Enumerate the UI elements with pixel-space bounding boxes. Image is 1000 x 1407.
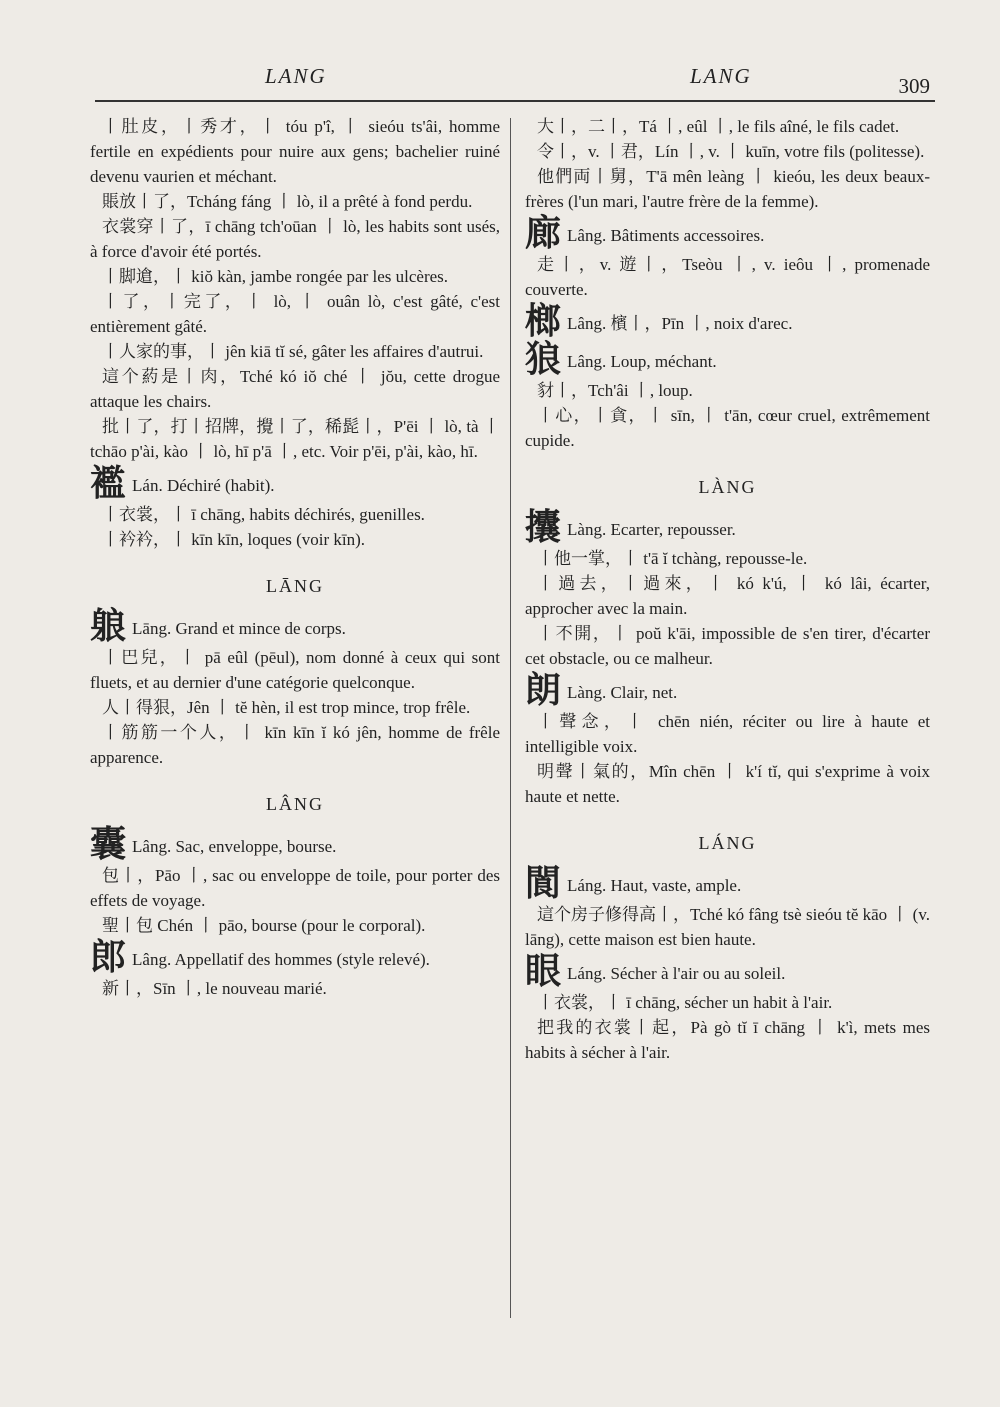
- dictionary-entry: [525, 671, 930, 709]
- left-column: [90, 114, 500, 1001]
- example-phrase: 丨筋筋一个人，丨 kīn kīn ĭ kó jên, homme de frêle apparence.: [90, 723, 500, 767]
- column-divider: [510, 118, 511, 1318]
- entry-definition: Lâng. 檳丨，Pīn 丨, noix d'arec.: [567, 314, 793, 333]
- dictionary-entry: [90, 607, 500, 645]
- section-heading: LÀNG: [698, 477, 757, 497]
- example-phrase: 聖丨包 Chén 丨 pāo, bourse (pour le corporal).: [102, 916, 426, 935]
- entry-definition: Lán. Déchiré (habit).: [132, 476, 275, 495]
- running-head-right: LANG: [690, 64, 752, 88]
- example-phrase: 丨衿衿，丨 kīn kīn, loques (voir kīn).: [102, 530, 366, 549]
- example-phrase: 走丨，v. 遊丨，Tseòu 丨, v. ieôu 丨, promenade couverte.: [525, 255, 930, 299]
- example-phrase: 新丨，Sīn 丨, le nouveau marié.: [102, 979, 327, 998]
- dictionary-entry: [525, 340, 930, 378]
- example-phrase: 包丨，Pāo 丨, sac ou enveloppe de toile, pour porter des effets de voyage.: [90, 866, 500, 910]
- entry-definition: Lâng. Sac, enveloppe, bourse.: [132, 837, 337, 856]
- example-phrase: 丨他一掌，丨 t'ā ĭ tchàng, repousse-le.: [537, 549, 808, 568]
- dictionary-entry: [525, 952, 930, 990]
- headword-character: 朗: [525, 670, 562, 710]
- example-phrase: 這个房子修得高丨，Tché kó fâng tsè sieóu tĕ kāo 丨 (v. lāng), cette maison est bien haute.: [525, 905, 930, 949]
- example-phrase: 批丨了，打丨招牌，攪丨了，稀髭丨，P'ēi 丨 lò, tà 丨 tchāo p'ài, kào 丨 lò, hī p'ā 丨, etc. Voir p'ēi, p'ài, kào, hī.: [90, 417, 500, 461]
- example-phrase: 豺丨，Tch'âi 丨, loup.: [537, 381, 693, 400]
- headword-character: 襤: [90, 463, 127, 503]
- example-phrase: 丨巴兒，丨 pā eûl (pēul), nom donné à ceux qui sont fluets, et au dernier d'une catégorie quelconque.: [90, 648, 500, 692]
- section-heading: LĀNG: [266, 576, 324, 596]
- example-phrase: 丨人家的事，丨 jên kiā tĭ sé, gâter les affaires d'autrui.: [102, 342, 484, 361]
- headword-character: 攮: [525, 507, 562, 547]
- dictionary-entry: [525, 864, 930, 902]
- running-head-left: LANG: [265, 64, 327, 88]
- dictionary-entry: [90, 825, 500, 863]
- example-phrase: 丨衣裳，丨 ī chāng, sécher un habit à l'air.: [537, 993, 833, 1012]
- headword-character: 郎: [90, 937, 127, 977]
- example-phrase: 人丨得狠，Jên 丨 tĕ hèn, il est trop mince, trop frêle.: [102, 698, 471, 717]
- example-phrase: 賬放丨了，Tcháng fáng 丨 lò, il a prêté à fond perdu.: [102, 192, 473, 211]
- entry-definition: Làng. Clair, net.: [567, 683, 678, 702]
- example-phrase: 丨了，丨完了，丨 lò, 丨 ouân lò, c'est gâté, c'est entièrement gâté.: [90, 292, 500, 336]
- example-phrase: 他們両丨舅，T'ā mên leàng 丨 kieóu, les deux beaux-frères (l'un mari, l'autre frère de la femme).: [525, 167, 930, 211]
- entry-definition: Lâng. Loup, méchant.: [567, 352, 717, 371]
- dictionary-entry: [525, 302, 930, 340]
- entry-definition: Lâng. Bâtiments accessoires.: [567, 226, 765, 245]
- dictionary-entry: [90, 938, 500, 976]
- headword-character: 廊: [525, 213, 562, 253]
- dictionary-entry: [525, 508, 930, 546]
- example-phrase: 丨不開，丨 poŭ k'āi, impossible de s'en tirer, d'écarter cet obstacle, ou ce malheur.: [525, 624, 930, 668]
- headword-character: 閬: [525, 863, 562, 903]
- right-column: [525, 114, 930, 1065]
- example-phrase: 丨過去，丨過來，丨 kó k'ú, 丨 kó lâi, écarter, approcher avec la main.: [525, 574, 930, 618]
- entry-definition: Làng. Ecarter, repousser.: [567, 520, 736, 539]
- example-phrase: 丨肚皮，丨秀才，丨 tóu p'î, 丨 sieóu ts'âi, homme fertile en expédients pour nuire aux gens; bachelier ruiné devenu vaurien et méchant.: [90, 117, 500, 186]
- entry-definition: Lāng. Grand et mince de corps.: [132, 619, 346, 638]
- entry-definition: Láng. Haut, vaste, ample.: [567, 876, 742, 895]
- headword-character: 狼: [525, 339, 562, 379]
- dictionary-entry: [90, 464, 500, 502]
- headword-character: 眼: [525, 951, 562, 991]
- section-heading: LÂNG: [266, 794, 324, 814]
- example-phrase: 令丨，v. 丨君，Lín 丨, v. 丨 kuīn, votre fils (politesse).: [537, 142, 925, 161]
- example-phrase: 丨心，丨貪，丨 sīn, 丨 t'ān, cœur cruel, extrêmement cupide.: [525, 406, 930, 450]
- page-number: 309: [898, 74, 930, 98]
- headword-character: 躴: [90, 606, 127, 646]
- dictionary-entry: [525, 214, 930, 252]
- example-phrase: 衣裳穿丨了，ī chāng tch'oūan 丨 lò, les habits sont usés, à force d'avoir été portés.: [90, 217, 500, 261]
- headword-character: 囊: [90, 824, 127, 864]
- example-phrase: 丨聲念，丨 chēn nién, réciter ou lire à haute et intelligible voix.: [525, 712, 930, 756]
- header-rule: [95, 100, 935, 102]
- section-heading: LÁNG: [698, 833, 757, 853]
- example-phrase: 丨衣裳，丨 ī chāng, habits déchirés, guenilles.: [102, 505, 425, 524]
- example-phrase: 明聲丨氣的，Mîn chēn 丨 k'í tĭ, qui s'exprime à voix haute et nette.: [525, 762, 930, 806]
- example-phrase: 大丨，二丨，Tá 丨, eûl 丨, le fils aîné, le fils cadet.: [537, 117, 900, 136]
- example-phrase: 把我的衣裳丨起，Pà gò tĭ ī chāng 丨 k'ì, mets mes habits à sécher à l'air.: [525, 1018, 930, 1062]
- entry-definition: Lâng. Appellatif des hommes (style relevé).: [132, 950, 430, 969]
- entry-definition: Láng. Sécher à l'air ou au soleil.: [567, 964, 786, 983]
- example-phrase: 這个葯是丨肉，Tché kó iŏ ché 丨 jŏu, cette drogue attaque les chairs.: [90, 367, 500, 411]
- headword-character: 榔: [525, 301, 562, 341]
- example-phrase: 丨脚䢢，丨 kiŏ kàn, jambe rongée par les ulcères.: [102, 267, 449, 286]
